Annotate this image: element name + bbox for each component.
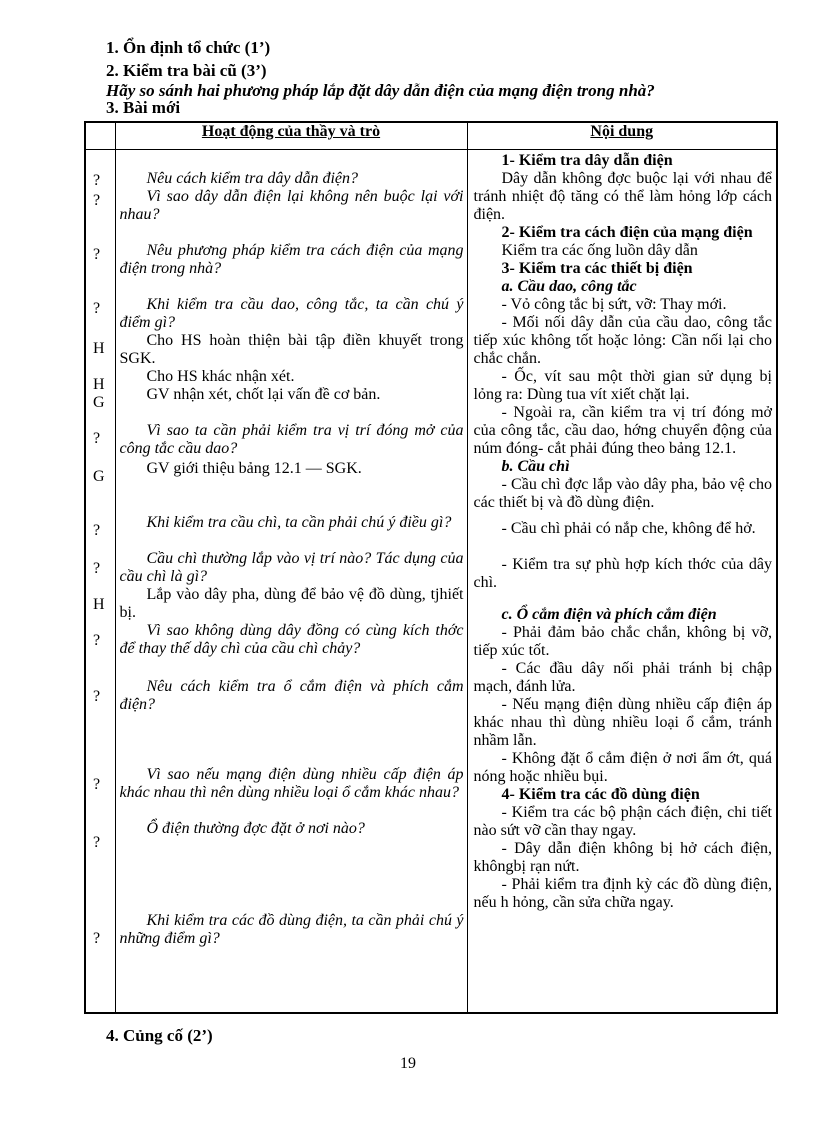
content-paragraph: - Dây dẫn điện không bị hở cách điện, khôngbị rạn nứt.	[473, 840, 772, 875]
mark: ?	[93, 688, 101, 705]
mark: H	[93, 340, 105, 357]
activity-item: Khi kiểm tra các đồ dùng điện, ta cần phải chú ý những điểm gì?	[119, 912, 464, 947]
content-column-header: Nội dung	[467, 122, 777, 150]
mark: ?	[93, 300, 101, 317]
content-paragraph: - Cầu chì đợc lắp vào dây pha, bảo vệ cho các thiết bị và đồ dùng điện.	[473, 476, 772, 511]
mark: ?	[93, 172, 101, 189]
activity-item: Cầu chì thường lắp vào vị trí nào? Tác dụng của cầu chì là gì?	[119, 550, 464, 585]
activity-item: Cho HS khác nhận xét.	[146, 368, 295, 385]
mark: H	[93, 376, 105, 393]
content-paragraph: Dây dẫn không đợc buộc lại với nhau để tránh nhiệt độ tăng có thể làm hỏng lớp cách điện.	[473, 170, 772, 223]
content-heading: 4- Kiểm tra các đồ dùng điện	[501, 786, 700, 803]
content-heading: 1- Kiểm tra dây dẫn điện	[501, 152, 673, 169]
content-heading: 2- Kiểm tra cách điện của mạng điện	[501, 224, 753, 241]
section-heading-1: 1. Ổn định tổ chức (1’)	[106, 38, 271, 57]
mark: G	[93, 394, 105, 411]
content-paragraph: - Ốc, vít sau một thời gian sử dụng bị lỏng ra: Dùng tua vít xiết chặt lại.	[473, 368, 772, 403]
content-paragraph: - Không đặt ổ cắm điện ở nơi ẩm ớt, quá nóng hoặc nhiều bụi.	[473, 750, 772, 785]
mark: ?	[93, 930, 101, 947]
content-subheading: c. Ổ cắm điện và phích cắm điện	[501, 606, 717, 623]
mark-column	[85, 150, 115, 1014]
activity-item: Nêu phương pháp kiểm tra cách điện của mạng điện trong nhà?	[119, 242, 464, 277]
section-heading-2: 2. Kiểm tra bài cũ (3’)	[106, 61, 267, 80]
section-heading-4: 4. Củng cố (2’)	[106, 1026, 213, 1045]
content-paragraph: - Ngoài ra, cần kiểm tra vị trí đóng mở của công tắc, cầu dao, hớng chuyển động của núm đóng- cắt phải đúng theo bảng 12.1.	[473, 404, 772, 457]
content-paragraph: - Kiểm tra sự phù hợp kích thớc của dây chì.	[473, 556, 772, 591]
activity-item: Lắp vào dây pha, dùng để bảo vệ đồ dùng, tjhiết bị.	[119, 586, 464, 621]
activity-item: Khi kiểm tra cầu chì, ta cần phải chú ý điều gì?	[146, 514, 452, 531]
activity-item: Vì sao không dùng dây đồng có cùng kích thớc để thay thế dây chì của cầu chì chảy?	[119, 622, 464, 657]
content-subheading: a. Cầu dao, công tắc	[501, 278, 637, 295]
mark: ?	[93, 430, 101, 447]
content-paragraph: - Kiểm tra các bộ phận cách điện, chi tiết nào sứt vỡ cần thay ngay.	[473, 804, 772, 839]
mark: ?	[93, 192, 101, 209]
page-number: 19	[400, 1055, 416, 1072]
mark: G	[93, 468, 105, 485]
section-heading-3: 3. Bài mới	[106, 98, 181, 117]
activity-column-header: Hoạt động của thầy và trò	[115, 122, 467, 150]
content-heading: 3- Kiểm tra các thiết bị điện	[501, 260, 693, 277]
content-paragraph: - Các đầu dây nối phải tránh bị chập mạch, đánh lửa.	[473, 660, 772, 695]
activity-item: GV nhận xét, chốt lại vấn đề cơ bản.	[146, 386, 381, 403]
content-paragraph: - Cầu chì phải có nắp che, không để hở.	[501, 520, 756, 537]
content-paragraph: - Mối nối dây dẫn của cầu dao, công tắc tiếp xúc không tốt hoặc lỏng: Cần nối lại cho chắc chắn.	[473, 314, 772, 367]
content-paragraph: - Vỏ công tắc bị sứt, vỡ: Thay mới.	[501, 296, 727, 313]
review-question: Hãy so sánh hai phương pháp lắp đặt dây dẫn điện của mạng điện trong nhà?	[106, 81, 655, 100]
mark: ?	[93, 834, 101, 851]
content-column	[467, 150, 777, 1014]
mark-column-header	[85, 122, 115, 150]
activity-item: Cho HS hoàn thiện bài tập điền khuyết trong SGK.	[119, 332, 464, 367]
mark: ?	[93, 632, 101, 649]
activity-column	[115, 150, 467, 1014]
activity-item: Vì sao ta cần phải kiểm tra vị trí đóng mở của công tắc cầu dao?	[119, 422, 464, 457]
activity-item: Nêu cách kiểm tra ổ cắm điện và phích cắm điện?	[119, 678, 464, 713]
mark: ?	[93, 246, 101, 263]
content-paragraph: - Nếu mạng điện dùng nhiều cấp điện áp khác nhau thì dùng nhiều loại ổ cắm, tránh nhầm lẫn.	[473, 696, 772, 749]
mark: ?	[93, 560, 101, 577]
activity-item: GV giới thiệu bảng 12.1 — SGK.	[146, 460, 362, 477]
activity-item: Ổ điện thường đợc đặt ở nơi nào?	[146, 820, 365, 837]
mark: H	[93, 596, 105, 613]
content-paragraph: Kiểm tra các ống luồn dây dẫn	[501, 242, 698, 259]
mark: ?	[93, 776, 101, 793]
mark: ?	[93, 522, 101, 539]
activity-item: Vì sao nếu mạng điện dùng nhiều cấp điện áp khác nhau thì nên dùng nhiều loại ổ cắm khác nhau?	[119, 766, 464, 801]
content-paragraph: - Phải đảm bảo chắc chắn, không bị vỡ, tiếp xúc tốt.	[473, 624, 772, 659]
activity-item: Nêu cách kiểm tra dây dẫn điện?	[146, 170, 358, 187]
content-subheading: b. Cầu chì	[501, 458, 570, 475]
activity-item: Vì sao dây dẫn điện lại không nên buộc lại với nhau?	[119, 188, 464, 223]
content-paragraph: - Phải kiểm tra định kỳ các đồ dùng điện, nếu h hỏng, cần sửa chữa ngay.	[473, 876, 772, 911]
lesson-table	[84, 121, 778, 1014]
activity-item: Khi kiểm tra cầu dao, công tắc, ta cần chú ý điểm gì?	[119, 296, 464, 331]
